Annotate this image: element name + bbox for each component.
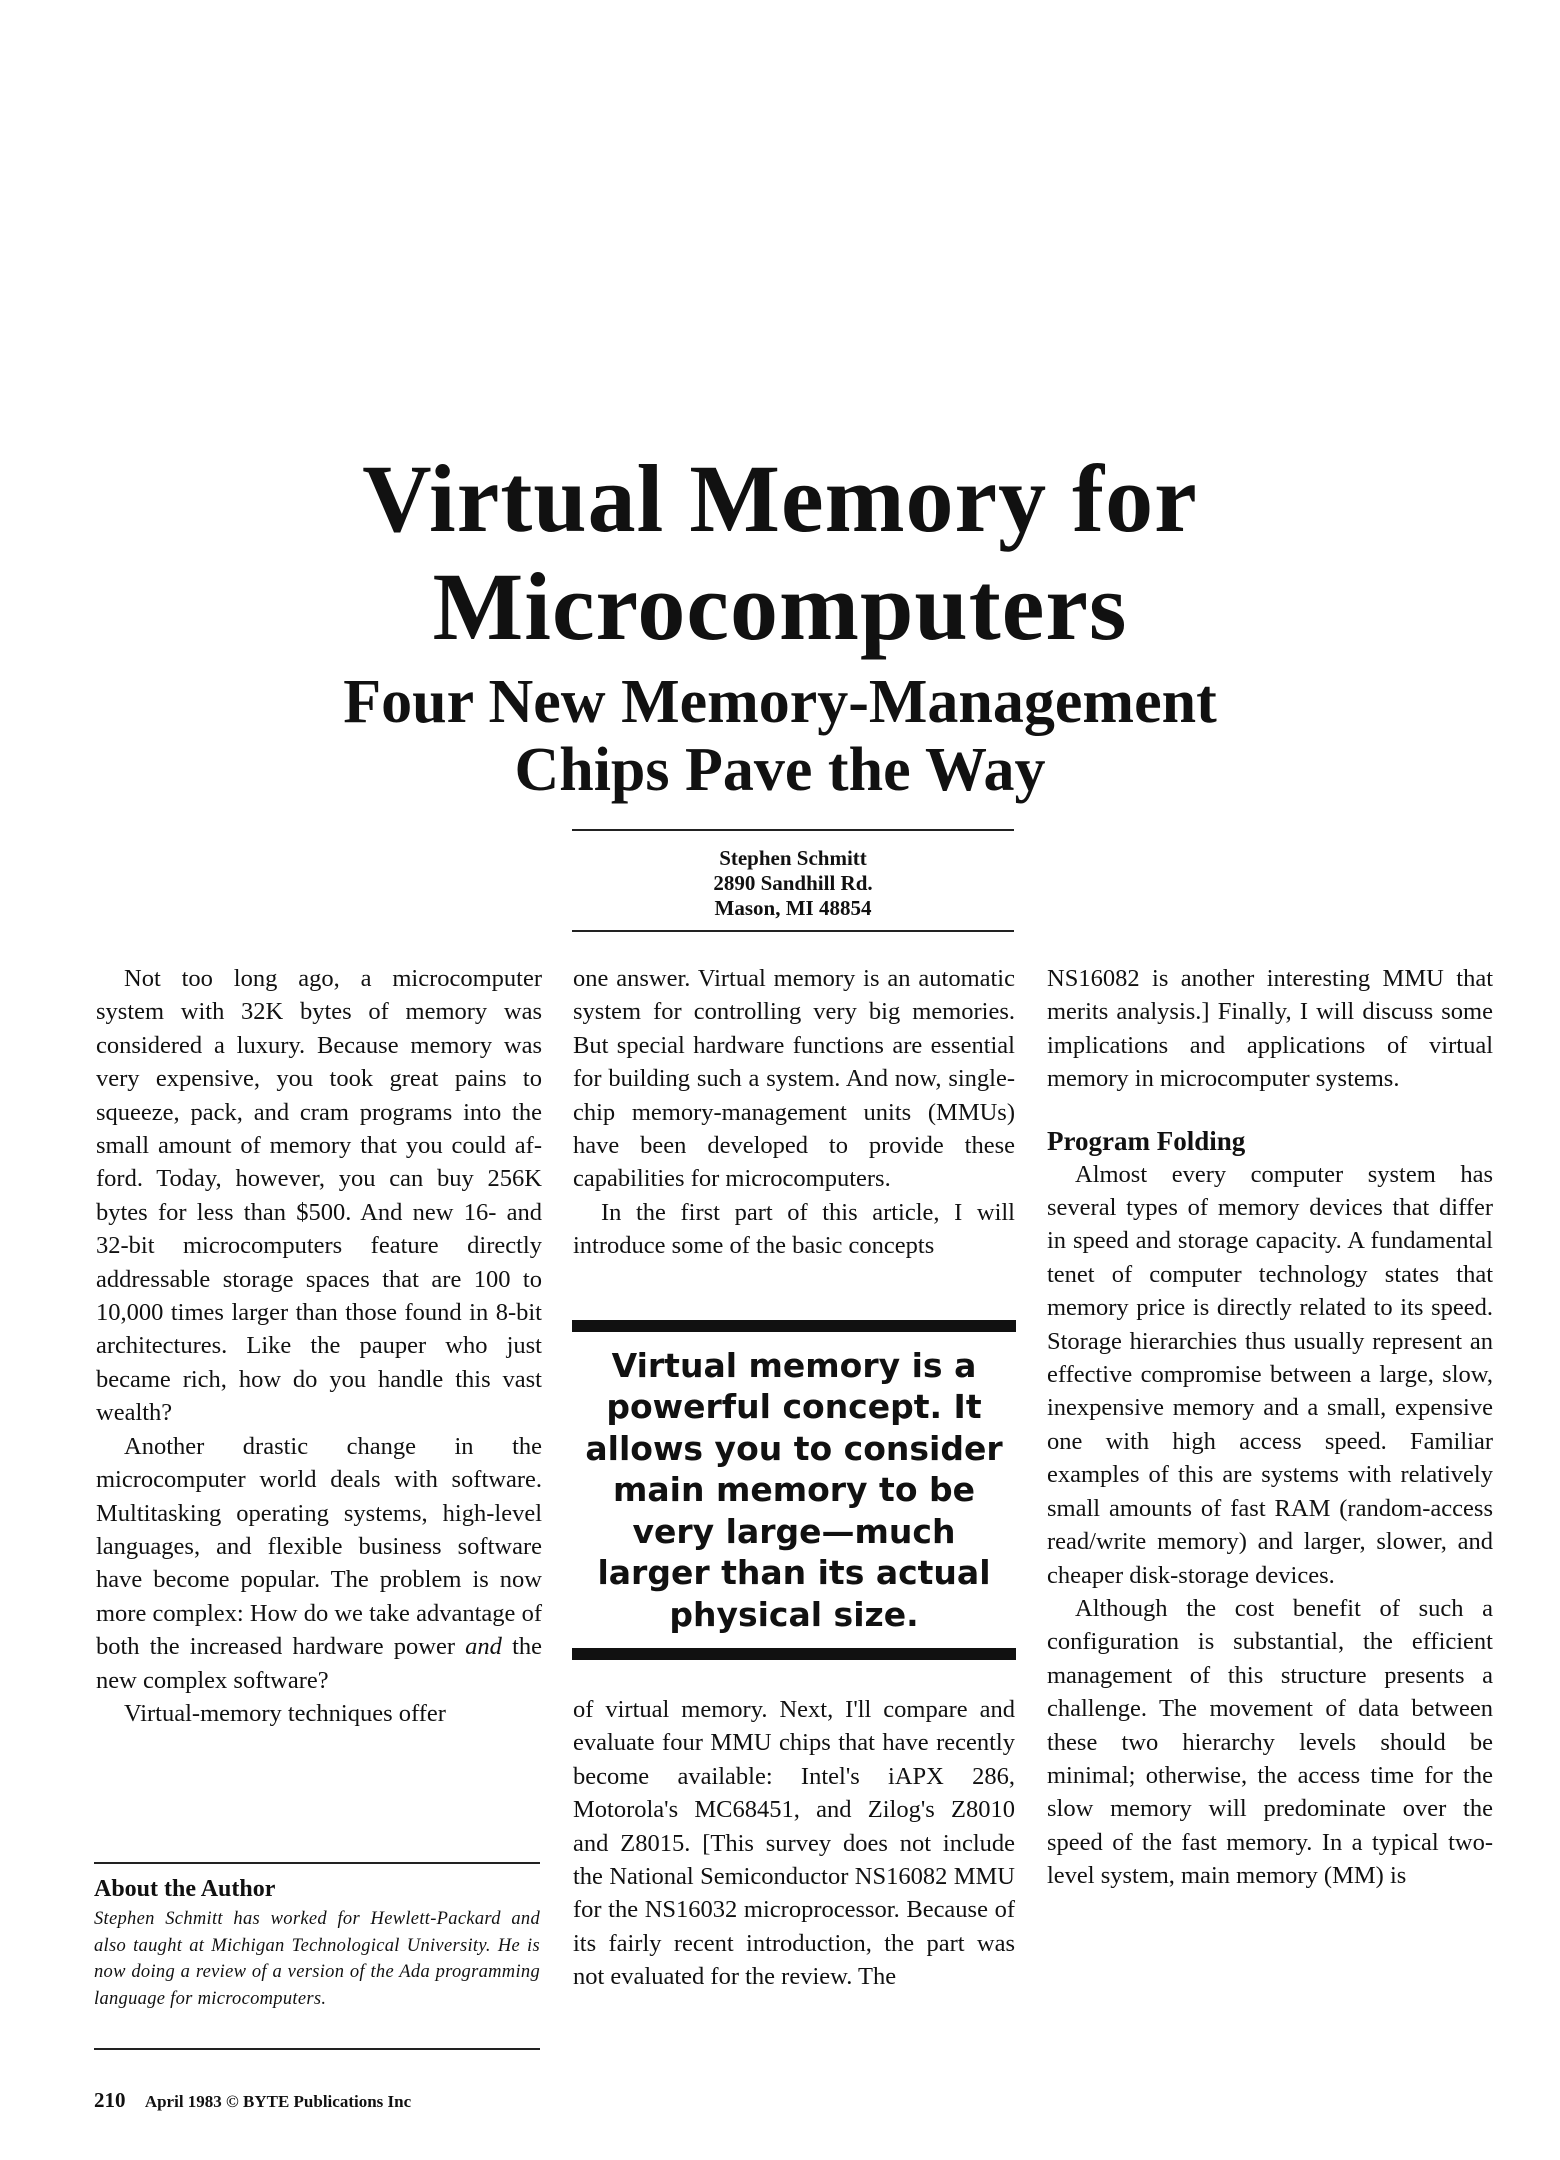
col1-paragraph-1: Not too long ago, a microcomputer system with 32K bytes of memory was considered a luxury. Because memory was very expensive, you took great pains to squeeze, pack, and cram programs into the small amount of memory that you could afford. Today, however, you can buy 256K bytes for less than $500. And new 16- and 32-bit microcomputers feature directly addressable storage spaces that are 100 to 10,000 times larger than those found in 8-bit architectures. Like the pauper who just became rich, how do you handle this vast wealth? (96, 965, 542, 1427)
article-subtitle (0, 668, 1560, 804)
pull-quote-text: Virtual memory is a powerful concept. It allows you to consider main memory to be very large—much larger than its actual physical size. (585, 1345, 1003, 1634)
column-2-top (573, 962, 1015, 1263)
pull-quote (572, 1320, 1016, 1660)
author-name: Stephen Schmitt (719, 846, 867, 870)
author-city: Mason, MI 48854 (714, 896, 872, 920)
byline-top-rule (572, 829, 1014, 831)
about-author-body: Stephen Schmitt has worked for Hewlett-Packard and also taught at Michigan Technological University. He is now doing a review of a version of the Ada programming language for microcomputers. (94, 1909, 540, 2009)
col1-paragraph-2 (96, 1430, 542, 1697)
subtitle-line-1: Four New Memory-Management (343, 668, 1217, 736)
about-the-author-box (94, 1862, 540, 2012)
about-author-title: About the Author (94, 1876, 276, 1902)
col1-p2-text: Another drastic change in the microcomputer world deals with software. Multitasking operating systems, high-level languages, and flexible business software have become popular. The problem is now more complex: How do we take advantage of both the increased hardware power (96, 1432, 542, 1661)
col3-paragraph-3: Although the cost benefit of such a configuration is substantial, the efficient management of this structure presents a challenge. The movement of data between these two hierarchy levels should be minimal; otherwise, the access time for the slow memory will predominate over the speed of the fast memory. In a typical two-level system, main memory (MM) is (1047, 1594, 1493, 1890)
author-street: 2890 Sandhill Rd. (713, 871, 873, 895)
col2-paragraph-1: one answer. Virtual memory is an automatic system for controlling very big memories. But special hardware functions are essential for building such a system. And now, single-chip memory-management units (MMUs) have been developed to provide these capabilities for microcomputers. (573, 965, 1015, 1193)
column-3 (1047, 962, 1493, 1893)
col3-paragraph-2: Almost every computer system has several types of memory devices that differ in speed and storage capacity. A fundamental tenet of computer technology states that memory price is directly related to its speed. Storage hierarchies thus usually represent an effective compromise between a large, slow, inexpensive memory and a small, expensive one with high access speed. Familiar examples of this are systems with relatively small amounts of fast RAM (random-access read/write memory) and larger, slower, and cheaper disk-storage devices. (1047, 1160, 1493, 1589)
col2-paragraph-2: In the first part of this article, I will introduce some of the basic concepts (573, 1198, 1015, 1260)
section-heading: Program Folding (1047, 1125, 1246, 1156)
col3-paragraph-1: NS16082 is another interesting MMU that merits analysis.] Finally, I will discuss some implications and applications of virtual memory in microcomputer systems. (1047, 965, 1493, 1093)
title-line-2: Microcomputers (432, 553, 1128, 660)
col1-p2-emphasis: and (465, 1633, 502, 1661)
subtitle-line-2: Chips Pave the Way (514, 736, 1046, 804)
page-number: 210 (94, 2088, 126, 2112)
column-2-bottom (573, 1693, 1015, 1994)
col1-paragraph-3: Virtual-memory techniques offer (124, 1699, 446, 1727)
article-title (0, 445, 1560, 661)
publication-line: April 1983 © BYTE Publications Inc (144, 2092, 412, 2111)
title-line-1: Virtual Memory for (362, 445, 1198, 552)
col2-paragraph-3: of virtual memory. Next, I'll compare and evaluate four MMU chips that have recently become available: Intel's iAPX 286, Motorola's MC68451, and Zilog's Z8010 and Z8015. [This survey does not include the National Semiconductor NS16082 MMU for the NS16032 microprocessor. Because of its fairly recent introduction, the part was not evaluated for the review. The (573, 1696, 1015, 1991)
page-footer (94, 2088, 411, 2113)
col1-p2-end: the new complex software? (96, 1633, 543, 1694)
byline-bottom-rule (572, 930, 1014, 932)
author-box-bottom-rule (94, 2048, 540, 2050)
byline (572, 846, 1014, 921)
column-1 (96, 962, 542, 1730)
